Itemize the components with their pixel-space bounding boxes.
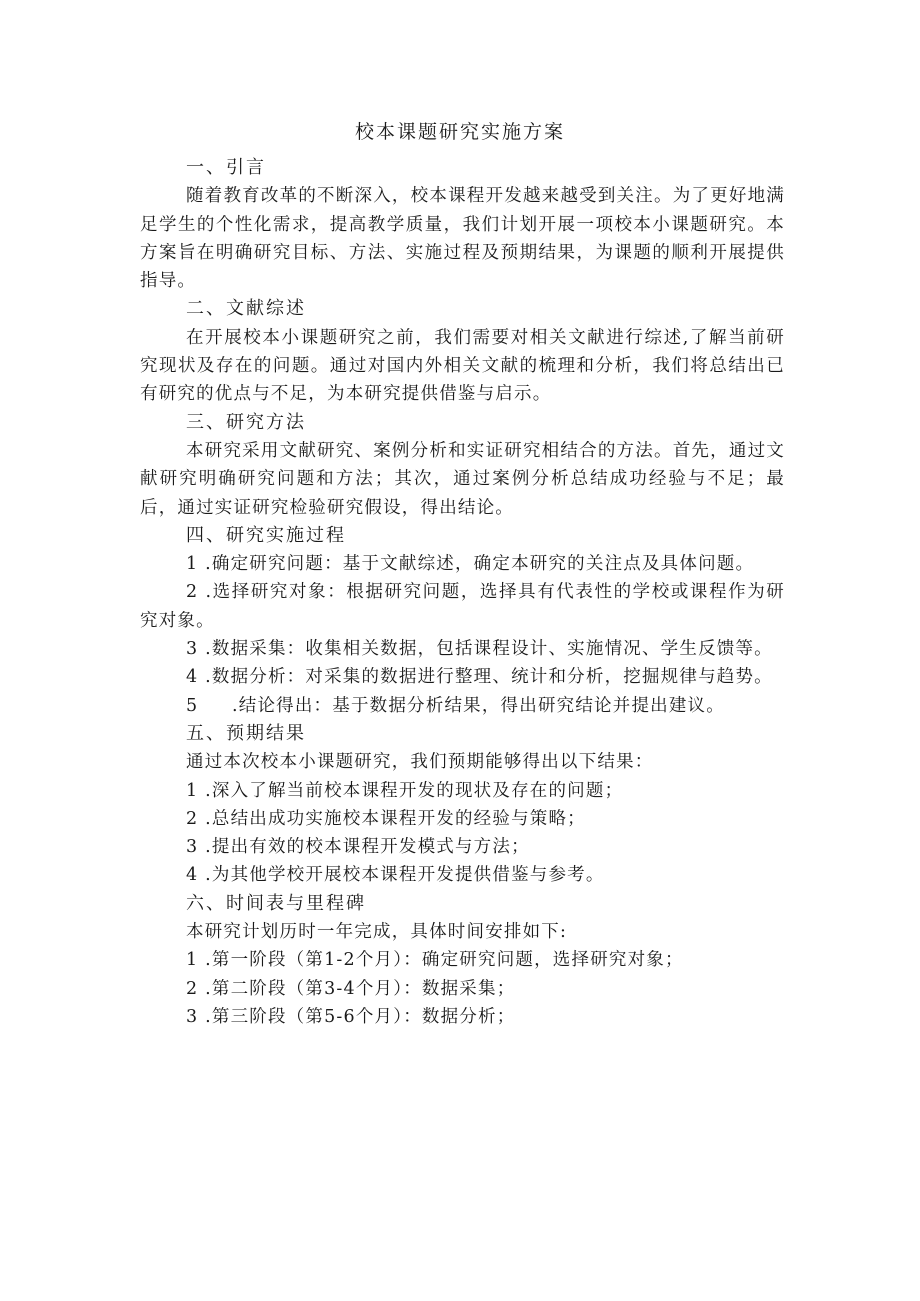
item-number: 5	[186, 695, 199, 716]
outcomes-intro: 通过本次校本小课题研究，我们预期能够得出以下结果：	[186, 752, 654, 773]
item-number: 2	[186, 978, 199, 999]
section-heading-outcomes: 五、预期结果	[186, 722, 306, 744]
item-number: 1	[186, 950, 199, 971]
outcome-item	[140, 777, 785, 805]
item-number: 2	[186, 808, 199, 829]
item-number: 3	[186, 1006, 199, 1027]
section-heading-timeline: 六、时间表与里程碑	[186, 892, 366, 914]
timeline-item	[140, 975, 785, 1003]
process-item	[140, 692, 785, 720]
process-item	[140, 578, 785, 635]
process-item	[140, 550, 785, 578]
item-number: 2	[186, 582, 199, 603]
methods-paragraph: 本研究采用文献研究、案例分析和实证研究相结合的方法。首先，通过文献研究明确研究问题和方法；其次，通过案例分析总结成功经验与不足；最后，通过实证研究检验研究假设，得出结论。	[140, 440, 785, 518]
document-body	[140, 154, 785, 1031]
item-number: 3	[186, 639, 199, 660]
item-number: 4	[186, 865, 199, 886]
item-text: .第二阶段（第3-4个月）：数据采集；	[205, 978, 516, 999]
item-text: .选择研究对象：根据研究问题，选择具有代表性的学校或课程作为研究对象。	[140, 582, 785, 631]
item-text: .总结出成功实施校本课程开发的经验与策略；	[205, 808, 586, 829]
item-text: .第三阶段（第5-6个月）：数据分析；	[205, 1006, 516, 1027]
item-number: 1	[186, 780, 199, 801]
item-text: .确定研究问题：基于文献综述，确定本研究的关注点及具体问题。	[205, 554, 755, 575]
outcome-item	[140, 805, 785, 833]
process-item	[140, 635, 785, 663]
section-heading-methods: 三、研究方法	[186, 411, 306, 433]
section-heading-literature: 二、文献综述	[186, 298, 306, 320]
process-item	[140, 663, 785, 691]
item-text: .数据分析：对采集的数据进行整理、统计和分析，挖掘规律与趋势。	[205, 667, 773, 688]
item-number: 3	[186, 837, 199, 858]
literature-paragraph: 在开展校本小课题研究之前，我们需要对相关文献进行综述,了解当前研究现状及存在的问题。通过对国内外相关文献的梳理和分析，我们将总结出已有研究的优点与不足，为本研究提供借鉴与启示。	[140, 327, 785, 405]
item-text: .第一阶段（第1-2个月）：确定研究问题，选择研究对象；	[205, 950, 684, 971]
item-text: .为其他学校开展校本课程开发提供借鉴与参考。	[205, 865, 605, 886]
timeline-item	[140, 946, 785, 974]
item-text: .数据采集：收集相关数据，包括课程设计、实施情况、学生反馈等。	[205, 639, 773, 660]
item-text: .深入了解当前校本课程开发的现状及存在的问题；	[205, 780, 624, 801]
section-heading-process: 四、研究实施过程	[186, 524, 346, 546]
timeline-item	[140, 1003, 785, 1031]
outcome-item	[140, 861, 785, 889]
item-text: .提出有效的校本课程开发模式与方法；	[205, 837, 530, 858]
intro-paragraph: 随着教育改革的不断深入，校本课程开发越来越受到关注。为了更好地满足学生的个性化需求，提高教学质量，我们计划开展一项校本小课题研究。本方案旨在明确研究目标、方法、实施过程及预期结果，为课题的顺利开展提供指导。	[140, 186, 785, 292]
section-heading-intro: 一、引言	[186, 157, 266, 178]
item-text: .结论得出：基于数据分析结果，得出研究结论并提出建议。	[232, 695, 725, 716]
item-number: 4	[186, 667, 199, 688]
timeline-intro: 本研究计划历时一年完成，具体时间安排如下:	[186, 922, 568, 943]
document-title: 校本课题研究实施方案	[354, 121, 565, 143]
item-number: 1	[186, 554, 199, 575]
outcome-item	[140, 833, 785, 861]
